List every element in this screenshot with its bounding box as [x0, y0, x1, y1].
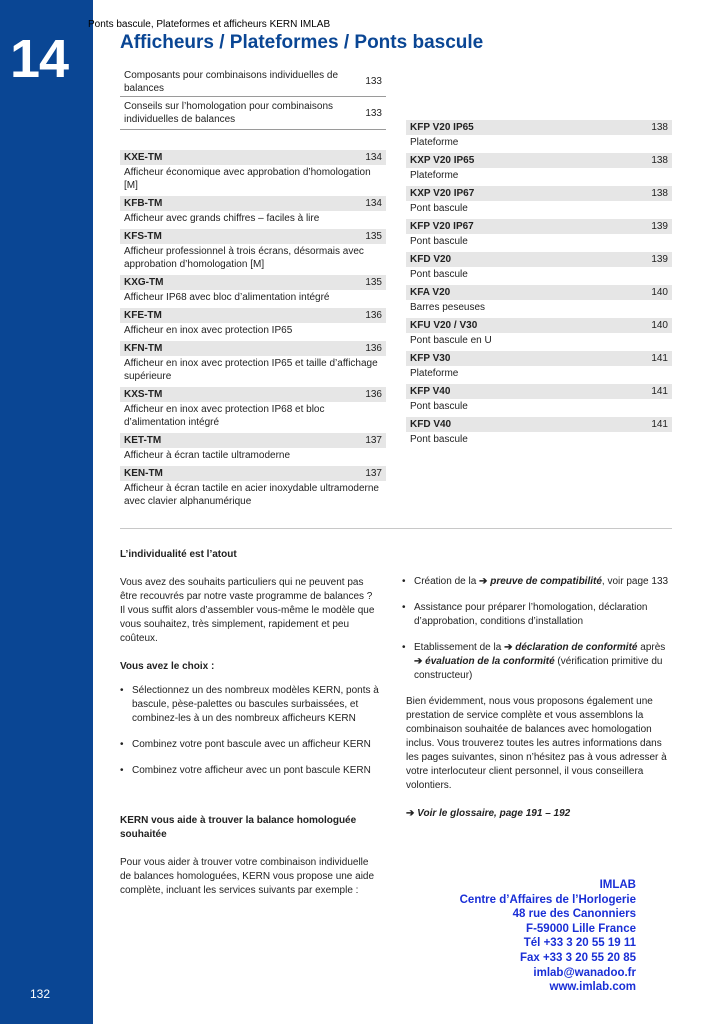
page-ref: 139: [651, 221, 668, 232]
glossary-line: [402, 807, 676, 821]
model-description: Plateforme: [410, 170, 459, 181]
model-name: KFD V20: [410, 254, 452, 265]
intro-row-page: 133: [365, 107, 382, 119]
intro-paragraph: Vous avez des souhaits particuliers qui ne peuvent pas être recouvrés par notre vaste programme de balances ? Il vous suffit alors d’assembler vous-même le modèle que vous souhaitez, très simplement, rapidement et peu coûteux.: [120, 577, 375, 644]
conformity-evaluation-link[interactable]: évaluation de la conformité: [425, 656, 555, 667]
toc-entry[interactable]: [120, 433, 386, 462]
toc-entry-header: [120, 308, 386, 323]
model-description: Afficheur en inox avec protection IP65 et taille d’affichage supérieure: [124, 358, 378, 382]
page-ref: 140: [651, 287, 668, 298]
service-text: (vérification primitive du constructeur): [414, 656, 663, 681]
platform-entries-list: [406, 120, 672, 446]
chapter-number: 14: [10, 29, 69, 89]
page-ref: 138: [651, 155, 668, 166]
toc-entry[interactable]: [406, 186, 672, 215]
toc-entry[interactable]: [120, 275, 386, 304]
services-list: [402, 575, 676, 683]
bullet-icon: •: [402, 576, 406, 587]
address-line: 48 rue des Canonniers: [512, 908, 636, 921]
toc-entry-header: [406, 351, 672, 366]
arrow-icon: ➔: [414, 656, 423, 667]
bullet-icon: •: [402, 602, 406, 613]
arrow-icon: ➔: [479, 576, 488, 587]
service-text: Création de la: [414, 576, 480, 587]
model-description: Afficheur professionnel à trois écrans, désormais avec approbation d’homologation [M]: [124, 246, 364, 270]
model-description: Afficheur avec grands chiffres – faciles à lire: [124, 213, 320, 224]
toc-entry-header: [406, 252, 672, 267]
model-description: Afficheur économique avec approbation d’homologation [M]: [124, 167, 371, 191]
toc-entry-header: [406, 285, 672, 300]
page-ref: 141: [651, 353, 668, 364]
model-name: KFS-TM: [124, 231, 162, 242]
model-description: Pont bascule: [410, 269, 468, 280]
model-description: Pont bascule: [410, 203, 468, 214]
model-description: Pont bascule: [410, 401, 468, 412]
page-ref: 140: [651, 320, 668, 331]
list-item: [402, 601, 676, 629]
choice-text: Sélectionnez un des nombreux modèles KERN, ponts à bascule, pèse-palettes ou bascules surbaissées, et combinez-les à un des nombreux afficheurs KERN: [132, 685, 379, 724]
help-paragraph: Pour vous aider à trouver votre combinaison individuelle de balances homologuées, KERN vous propose une aide complète, incluant les services suivants par exemple :: [120, 857, 375, 896]
page-ref: 136: [365, 310, 382, 321]
toc-entry[interactable]: [406, 120, 672, 149]
page-ref: 134: [365, 198, 382, 209]
heading-kern-help: KERN vous aide à trouver la balance homologuée souhaitée: [120, 815, 357, 840]
page-ref: 134: [365, 152, 382, 163]
model-name: KFP V20 IP65: [410, 122, 474, 133]
toc-entry-header: [120, 229, 386, 244]
website-link[interactable]: www.imlab.com: [549, 981, 636, 994]
model-name: KXG-TM: [124, 277, 164, 288]
bullet-icon: •: [120, 739, 124, 750]
page-ref: 138: [651, 188, 668, 199]
model-description: Barres peseuses: [410, 302, 486, 313]
model-description: Plateforme: [410, 368, 459, 379]
model-name: KXP V20 IP65: [410, 155, 475, 166]
toc-entry-header: [406, 186, 672, 201]
model-description: Pont bascule: [410, 236, 468, 247]
toc-entry[interactable]: [406, 153, 672, 182]
model-name: KFP V40: [410, 386, 451, 397]
model-name: KEN-TM: [124, 468, 163, 479]
page-ref: 141: [651, 386, 668, 397]
toc-entry-header: [120, 341, 386, 356]
toc-entry[interactable]: [120, 466, 386, 508]
toc-entry-header: [120, 196, 386, 211]
model-description: Pont bascule en U: [410, 335, 492, 346]
service-paragraph: Bien évidemment, nous vous proposons également une prestation de service complète et vous assemblons la combinaison souhaitée de balances avec homologation inclus. Vous trouverez toutes les autres informations dans les pages suivantes, sinon n’hésitez pas à vous adresser à votre interlocuteur client personnel, il vous conseillera volontiers.: [406, 696, 667, 791]
toc-entry-header: [120, 387, 386, 402]
toc-entry[interactable]: [406, 417, 672, 446]
toc-entry-header: [120, 433, 386, 448]
toc-entry-header: [120, 275, 386, 290]
toc-entry[interactable]: [406, 285, 672, 314]
address-line: Centre d’Affaires de l’Horlogerie: [459, 893, 636, 906]
toc-entry[interactable]: [120, 308, 386, 337]
toc-entry-header: [406, 384, 672, 399]
toc-entry[interactable]: [120, 150, 386, 192]
model-description: Afficheur à écran tactile ultramoderne: [124, 450, 291, 461]
model-name: KFB-TM: [124, 198, 163, 209]
choice-list: [120, 684, 380, 778]
email-link[interactable]: imlab@wanadoo.fr: [533, 966, 636, 979]
intro-row[interactable]: [120, 97, 386, 130]
model-name: KFN-TM: [124, 343, 163, 354]
page-ref: 137: [365, 435, 382, 446]
model-name: KXE-TM: [124, 152, 163, 163]
page-number: 132: [30, 987, 51, 1001]
model-description: Afficheur à écran tactile en acier inoxydable ultramoderne avec clavier alphanumérique: [124, 483, 379, 507]
intro-row-text: Conseils sur l’homologation pour combinaisons individuelles de balances: [124, 101, 333, 125]
toc-entry-header: [120, 150, 386, 165]
page-ref: 139: [651, 254, 668, 265]
toc-entry[interactable]: [120, 387, 386, 429]
toc-entry-header: [406, 318, 672, 333]
page-ref: 141: [651, 419, 668, 430]
page-ref: 135: [365, 277, 382, 288]
toc-entry[interactable]: [406, 219, 672, 248]
toc-right-column: [406, 120, 672, 450]
choice-text: Combinez votre pont bascule avec un afficheur KERN: [132, 739, 371, 750]
model-name: KFE-TM: [124, 310, 162, 321]
fax-number: Fax +33 3 20 55 20 85: [519, 951, 636, 964]
model-name: KFD V40: [410, 419, 452, 430]
model-description: Afficheur en inox avec protection IP68 et bloc d’alimentation intégré: [124, 404, 325, 428]
service-text: , voir page 133: [601, 576, 669, 587]
model-description: Plateforme: [410, 137, 459, 148]
company-name: IMLAB: [599, 879, 636, 891]
toc-entry-header: [406, 219, 672, 234]
toc-left-column: [120, 66, 386, 512]
arrow-icon: ➔: [504, 642, 513, 653]
model-description: Afficheur en inox avec protection IP65: [124, 325, 293, 336]
bullet-icon: •: [120, 765, 124, 776]
body-right-column: [402, 575, 676, 821]
glossary-link[interactable]: Voir le glossaire, page 191 – 192: [417, 808, 571, 819]
toc-entry-header: [406, 120, 672, 135]
page-ref: 136: [365, 389, 382, 400]
list-item: [120, 764, 380, 778]
heading-choice: Vous avez le choix :: [120, 661, 215, 672]
page-ref: 137: [365, 468, 382, 479]
model-description: Afficheur IP68 avec bloc d’alimentation intégré: [124, 292, 330, 303]
conformity-declaration-link[interactable]: déclaration de conformité: [515, 642, 638, 653]
model-name: KFP V20 IP67: [410, 221, 474, 232]
model-name: KFU V20 / V30: [410, 320, 478, 331]
arrow-icon: ➔: [406, 808, 415, 819]
list-item: [402, 641, 676, 683]
toc-entry[interactable]: [406, 252, 672, 281]
toc-entry[interactable]: [406, 351, 672, 380]
phone-number: Tél +33 3 20 55 19 11: [523, 937, 636, 950]
list-item: [120, 684, 380, 726]
toc-entry-header: [406, 153, 672, 168]
model-name: KXS-TM: [124, 389, 163, 400]
intro-row-text: Composants pour combinaisons individuelles de balances: [124, 69, 339, 94]
toc-entry[interactable]: [120, 341, 386, 383]
section-divider: [120, 528, 672, 529]
model-name: KFP V30: [410, 353, 451, 364]
toc-entry[interactable]: [120, 229, 386, 271]
toc-entry[interactable]: [406, 318, 672, 347]
chapter-sidebar: [0, 0, 93, 1024]
service-text: Etablissement de la: [414, 642, 505, 653]
bullet-icon: •: [402, 642, 406, 653]
address-block: [460, 878, 636, 995]
page-ref: 138: [651, 122, 668, 133]
model-name: KET-TM: [124, 435, 162, 446]
service-text: Assistance pour préparer l’homologation, déclaration d’approbation, conditions d’installation: [414, 602, 648, 627]
model-name: KXP V20 IP67: [410, 188, 475, 199]
intro-row[interactable]: [120, 66, 386, 97]
list-item: [120, 738, 380, 752]
page-title: Afficheurs / Plateformes / Ponts bascule: [120, 32, 484, 53]
running-header: Ponts bascule, Plateformes et afficheurs KERN IMLAB: [88, 19, 331, 30]
bullet-icon: •: [120, 685, 124, 696]
model-name: KFA V20: [410, 287, 451, 298]
heading-individuality: L’individualité est l’atout: [120, 549, 237, 560]
intro-row-page: 133: [365, 76, 382, 87]
choice-text: Combinez votre afficheur avec un pont bascule KERN: [132, 765, 371, 776]
model-description: Pont bascule: [410, 434, 468, 445]
address-line: F-59000 Lille France: [526, 922, 636, 935]
compatibility-proof-link[interactable]: preuve de compatibilité: [490, 576, 602, 587]
body-left-column: [120, 548, 380, 898]
display-entries-list: [120, 150, 386, 508]
page-ref: 136: [365, 343, 382, 354]
toc-entry[interactable]: [406, 384, 672, 413]
page-ref: 135: [365, 231, 382, 242]
list-item: [402, 575, 676, 589]
toc-entry-header: [406, 417, 672, 432]
toc-entry-header: [120, 466, 386, 481]
toc-entry[interactable]: [120, 196, 386, 225]
service-text: après: [637, 642, 666, 653]
